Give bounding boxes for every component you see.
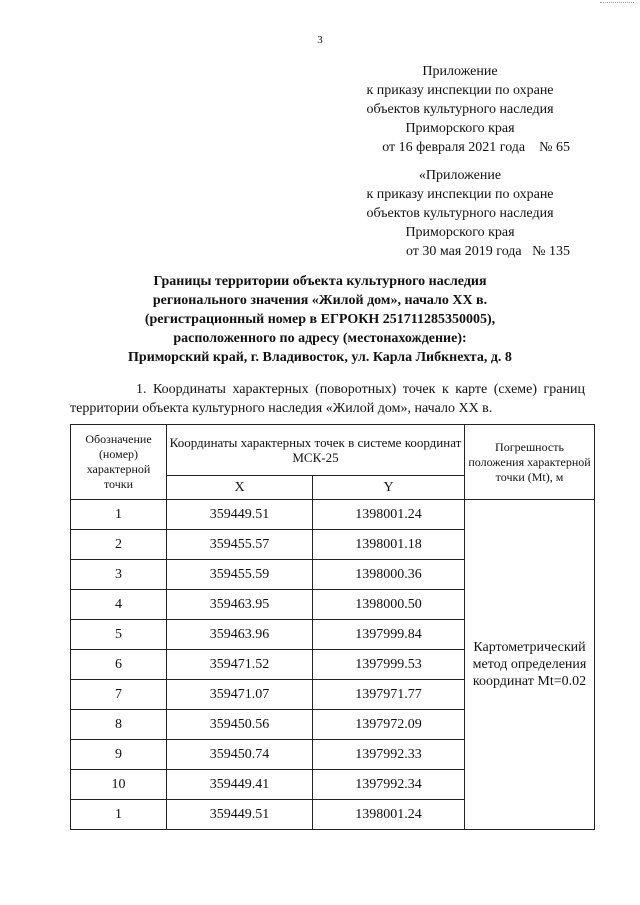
x-coordinate-cell: 359463.95 <box>167 590 313 620</box>
annex-date-line <box>340 138 580 157</box>
x-coordinate-cell: 359471.07 <box>167 680 313 710</box>
point-id-cell: 5 <box>71 620 167 650</box>
annex-line: «Приложение <box>418 168 502 183</box>
y-header: Y <box>313 476 465 500</box>
point-id-cell: 3 <box>71 560 167 590</box>
accuracy-header: Погрешность положения характерной точки (Mt), м <box>465 425 595 500</box>
x-coordinate-cell: 359449.51 <box>167 500 313 530</box>
intro-paragraph: 1. Координаты характерных (поворотных) точек к карте (схеме) границ территории объекта культурного наследия «Жилой дом», начало XX в. <box>70 382 585 416</box>
y-coordinate-cell: 1398001.18 <box>313 530 465 560</box>
y-coordinate-cell: 1398001.24 <box>313 800 465 830</box>
x-coordinate-cell: 359463.96 <box>167 620 313 650</box>
annex-number: № 65 <box>539 140 570 155</box>
document-title <box>60 272 580 367</box>
title-line: регионального значения «Жилой дом», начало XX в. <box>152 293 488 308</box>
annex-line: к приказу инспекции по охране <box>366 187 554 202</box>
point-id-cell: 10 <box>71 770 167 800</box>
y-coordinate-cell: 1398001.24 <box>313 500 465 530</box>
point-id-cell: 6 <box>71 650 167 680</box>
scan-mark <box>600 2 634 3</box>
title-line: (регистрационный номер в ЕГРОКН 251711285350005), <box>144 312 496 327</box>
annex-line: к приказу инспекции по охране <box>366 83 554 98</box>
x-header: X <box>167 476 313 500</box>
annex-number: № 135 <box>532 244 570 259</box>
coordinates-header: Координаты характерных точек в системе координат МСК-25 <box>167 425 465 476</box>
title-line: Приморский край, г. Владивосток, ул. Карла Либкнехта, д. 8 <box>128 350 512 365</box>
point-id-cell: 4 <box>71 590 167 620</box>
point-id-cell: 1 <box>71 800 167 830</box>
annex-line: Приложение <box>422 64 498 79</box>
y-coordinate-cell: 1397992.34 <box>313 770 465 800</box>
annex-line: Приморского края <box>405 121 515 136</box>
y-coordinate-cell: 1398000.36 <box>313 560 465 590</box>
x-coordinate-cell: 359450.74 <box>167 740 313 770</box>
annex-date: от 16 февраля 2021 года <box>382 140 526 155</box>
y-coordinate-cell: 1397999.84 <box>313 620 465 650</box>
x-coordinate-cell: 359471.52 <box>167 650 313 680</box>
x-coordinate-cell: 359455.59 <box>167 560 313 590</box>
y-coordinate-cell: 1397971.77 <box>313 680 465 710</box>
y-coordinate-cell: 1398000.50 <box>313 590 465 620</box>
table-body <box>71 500 595 830</box>
coordinates-table <box>70 424 595 830</box>
title-line: расположенного по адресу (местонахождение): <box>173 331 467 346</box>
table-row <box>71 500 595 530</box>
x-coordinate-cell: 359450.56 <box>167 710 313 740</box>
method-cell: Картометрический метод определения координат Mt=0.02 <box>465 500 595 830</box>
point-id-cell: 9 <box>71 740 167 770</box>
point-id-cell: 2 <box>71 530 167 560</box>
title-line: Границы территории объекта культурного наследия <box>153 274 487 289</box>
y-coordinate-cell: 1397972.09 <box>313 710 465 740</box>
annex-date: от 30 мая 2019 года <box>405 244 522 259</box>
x-coordinate-cell: 359455.57 <box>167 530 313 560</box>
y-coordinate-cell: 1397999.53 <box>313 650 465 680</box>
annex-line: объектов культурного наследия <box>366 206 554 221</box>
annex-line: Приморского края <box>405 225 515 240</box>
annex-line: объектов культурного наследия <box>366 102 554 117</box>
annex-header-current <box>340 62 580 157</box>
point-id-cell: 1 <box>71 500 167 530</box>
point-id-header: Обозначение (номер) характерной точки <box>71 425 167 500</box>
annex-header-original <box>340 166 580 261</box>
page-number: 3 <box>317 34 323 46</box>
x-coordinate-cell: 359449.41 <box>167 770 313 800</box>
y-coordinate-cell: 1397992.33 <box>313 740 465 770</box>
point-id-cell: 8 <box>71 710 167 740</box>
point-id-cell: 7 <box>71 680 167 710</box>
x-coordinate-cell: 359449.51 <box>167 800 313 830</box>
annex-date-line <box>340 242 580 261</box>
